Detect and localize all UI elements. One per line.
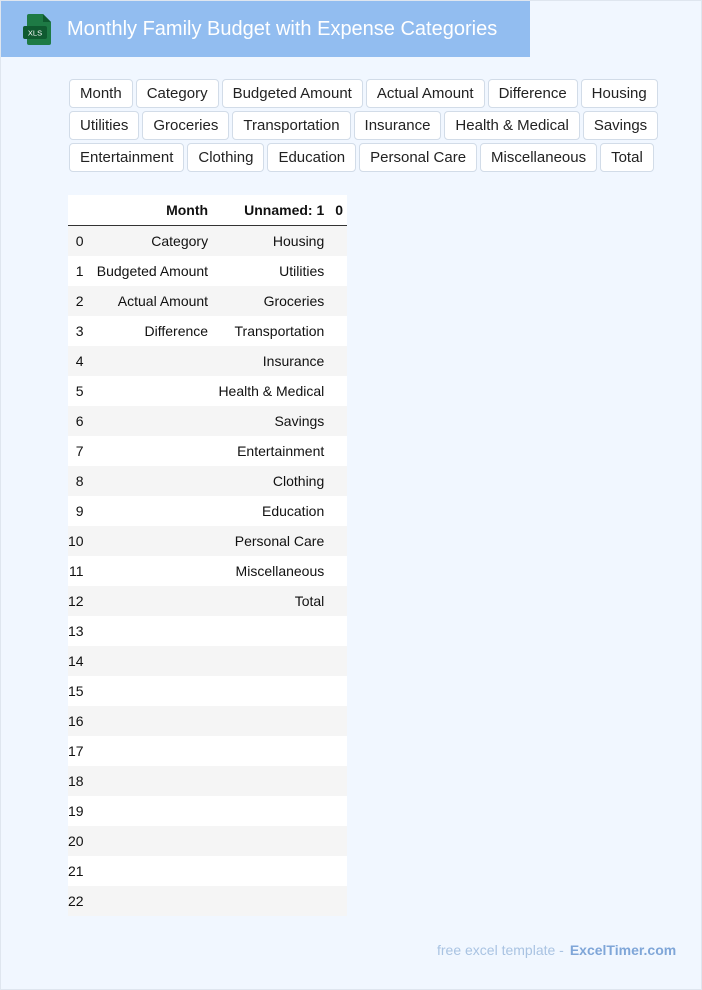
zero-cell (330, 886, 347, 916)
xls-icon-label: XLS (27, 28, 43, 38)
tag-chip[interactable]: Difference (488, 79, 578, 108)
unnamed-cell: Transportation (214, 316, 330, 346)
zero-cell (330, 406, 347, 436)
tag-chip[interactable]: Total (600, 143, 654, 172)
zero-cell (330, 436, 347, 466)
month-cell: Budgeted Amount (84, 256, 215, 286)
tag-chip[interactable]: Month (69, 79, 133, 108)
unnamed-cell (214, 616, 330, 646)
month-cell (84, 466, 215, 496)
table-row (68, 376, 347, 406)
unnamed-cell (214, 766, 330, 796)
table-row (68, 646, 347, 676)
table-row (68, 886, 347, 916)
tag-chip[interactable]: Miscellaneous (480, 143, 597, 172)
column-header-index (68, 195, 84, 226)
table-row (68, 346, 347, 376)
tag-chip[interactable]: Budgeted Amount (222, 79, 363, 108)
footer-credit (437, 942, 676, 958)
table-row (68, 676, 347, 706)
zero-cell (330, 556, 347, 586)
unnamed-cell: Housing (214, 226, 330, 257)
table-row (68, 616, 347, 646)
table-header-row (68, 195, 347, 226)
month-cell: Category (84, 226, 215, 257)
month-cell (84, 676, 215, 706)
month-cell (84, 526, 215, 556)
table-row (68, 556, 347, 586)
unnamed-cell (214, 886, 330, 916)
month-cell (84, 346, 215, 376)
table-row (68, 766, 347, 796)
unnamed-cell: Utilities (214, 256, 330, 286)
zero-cell (330, 286, 347, 316)
row-index: 5 (68, 376, 84, 406)
zero-cell (330, 466, 347, 496)
month-cell: Actual Amount (84, 286, 215, 316)
row-index: 16 (68, 706, 84, 736)
month-cell: Difference (84, 316, 215, 346)
title-banner (1, 1, 530, 57)
month-cell (84, 796, 215, 826)
unnamed-cell: Clothing (214, 466, 330, 496)
table-row (68, 706, 347, 736)
unnamed-cell: Miscellaneous (214, 556, 330, 586)
row-index: 8 (68, 466, 84, 496)
row-index: 15 (68, 676, 84, 706)
tag-chip[interactable]: Personal Care (359, 143, 477, 172)
month-cell (84, 406, 215, 436)
data-table (68, 195, 347, 916)
table-row (68, 826, 347, 856)
unnamed-cell: Education (214, 496, 330, 526)
month-cell (84, 766, 215, 796)
tag-chip[interactable]: Groceries (142, 111, 229, 140)
zero-cell (330, 736, 347, 766)
zero-cell (330, 316, 347, 346)
zero-cell (330, 226, 347, 257)
row-index: 17 (68, 736, 84, 766)
unnamed-cell: Health & Medical (214, 376, 330, 406)
month-cell (84, 736, 215, 766)
zero-cell (330, 706, 347, 736)
tag-chip[interactable]: Savings (583, 111, 658, 140)
unnamed-cell (214, 676, 330, 706)
unnamed-cell (214, 826, 330, 856)
column-header-month: Month (84, 195, 215, 226)
zero-cell (330, 646, 347, 676)
tag-chip[interactable]: Education (267, 143, 356, 172)
unnamed-cell: Groceries (214, 286, 330, 316)
tag-chip[interactable]: Housing (581, 79, 658, 108)
row-index: 11 (68, 556, 84, 586)
row-index: 9 (68, 496, 84, 526)
table-row (68, 856, 347, 886)
month-cell (84, 646, 215, 676)
zero-cell (330, 616, 347, 646)
table-row (68, 226, 347, 257)
month-cell (84, 826, 215, 856)
row-index: 10 (68, 526, 84, 556)
month-cell (84, 556, 215, 586)
row-index: 3 (68, 316, 84, 346)
zero-cell (330, 526, 347, 556)
row-index: 21 (68, 856, 84, 886)
month-cell (84, 586, 215, 616)
row-index: 7 (68, 436, 84, 466)
table-row (68, 256, 347, 286)
unnamed-cell: Total (214, 586, 330, 616)
zero-cell (330, 496, 347, 526)
row-index: 18 (68, 766, 84, 796)
month-cell (84, 376, 215, 406)
row-index: 13 (68, 616, 84, 646)
unnamed-cell (214, 796, 330, 826)
zero-cell (330, 676, 347, 706)
tag-chip[interactable]: Actual Amount (366, 79, 485, 108)
zero-cell (330, 796, 347, 826)
table-row (68, 316, 347, 346)
zero-cell (330, 376, 347, 406)
table-row (68, 466, 347, 496)
table-row (68, 796, 347, 826)
unnamed-cell: Insurance (214, 346, 330, 376)
column-header-unnamed: Unnamed: 1 (214, 195, 330, 226)
month-cell (84, 706, 215, 736)
row-index: 2 (68, 286, 84, 316)
zero-cell (330, 586, 347, 616)
footer-lead-text: free excel template - (437, 942, 564, 958)
month-cell (84, 496, 215, 526)
table-row (68, 496, 347, 526)
zero-cell (330, 856, 347, 886)
month-cell (84, 856, 215, 886)
tag-chip[interactable]: Health & Medical (444, 111, 579, 140)
tag-chip[interactable]: Utilities (69, 111, 139, 140)
table-row (68, 406, 347, 436)
zero-cell (330, 826, 347, 856)
row-index: 14 (68, 646, 84, 676)
tag-chip[interactable]: Transportation (232, 111, 350, 140)
column-header-zero: 0 (330, 195, 347, 226)
unnamed-cell: Personal Care (214, 526, 330, 556)
zero-cell (330, 766, 347, 796)
tag-chip[interactable]: Category (136, 79, 219, 108)
keyword-tags (69, 79, 669, 172)
tag-chip[interactable]: Insurance (354, 111, 442, 140)
row-index: 20 (68, 826, 84, 856)
row-index: 19 (68, 796, 84, 826)
tag-chip[interactable]: Clothing (187, 143, 264, 172)
tag-chip[interactable]: Entertainment (69, 143, 184, 172)
page-title: Monthly Family Budget with Expense Categories (67, 18, 498, 40)
table-row (68, 586, 347, 616)
zero-cell (330, 346, 347, 376)
row-index: 22 (68, 886, 84, 916)
row-index: 12 (68, 586, 84, 616)
row-index: 6 (68, 406, 84, 436)
table-row (68, 526, 347, 556)
unnamed-cell: Savings (214, 406, 330, 436)
month-cell (84, 616, 215, 646)
unnamed-cell (214, 646, 330, 676)
unnamed-cell (214, 856, 330, 886)
data-table-panel (68, 195, 347, 916)
zero-cell (330, 256, 347, 286)
month-cell (84, 886, 215, 916)
row-index: 0 (68, 226, 84, 257)
row-index: 1 (68, 256, 84, 286)
xls-file-icon (23, 14, 51, 45)
unnamed-cell: Entertainment (214, 436, 330, 466)
footer-brand-link[interactable]: ExcelTimer.com (569, 942, 677, 958)
table-row (68, 436, 347, 466)
unnamed-cell (214, 706, 330, 736)
table-row (68, 286, 347, 316)
row-index: 4 (68, 346, 84, 376)
table-row (68, 736, 347, 766)
unnamed-cell (214, 736, 330, 766)
month-cell (84, 436, 215, 466)
